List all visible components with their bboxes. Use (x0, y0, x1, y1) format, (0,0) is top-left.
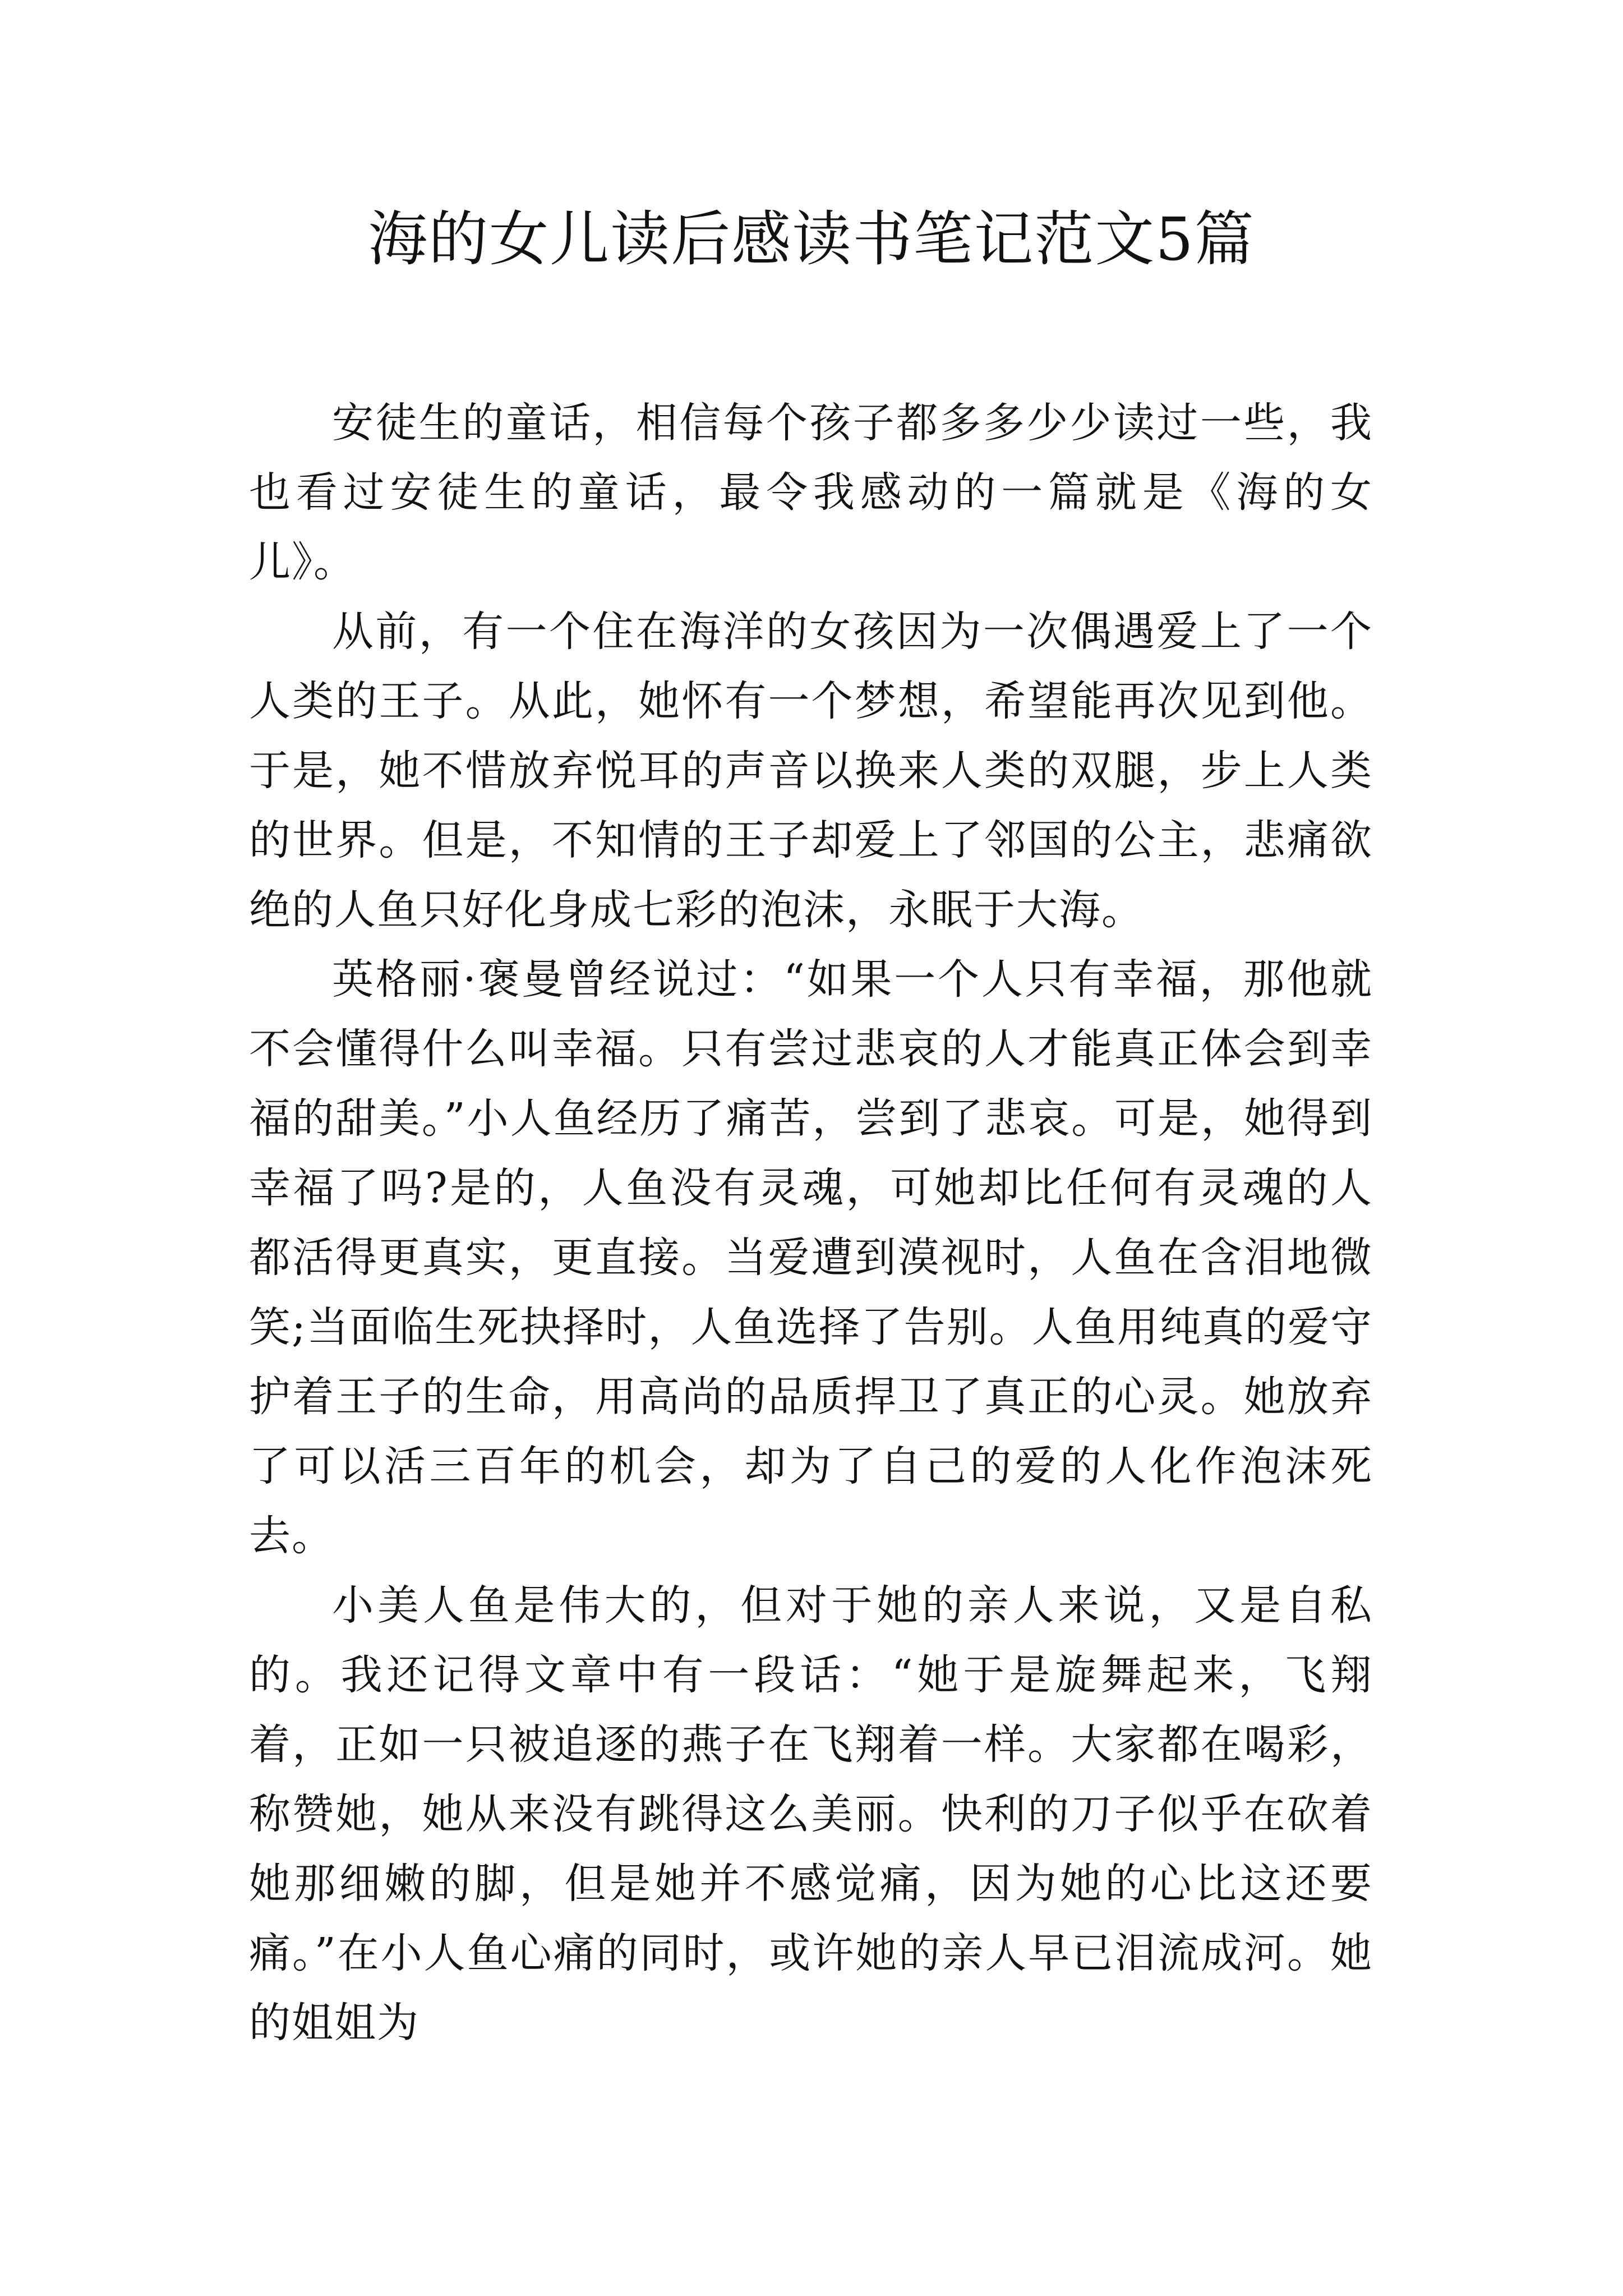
document-body (249, 388, 1373, 2058)
paragraph: 安徒生的童话，相信每个孩子都多多少少读过一些，我也看过安徒生的童话，最令我感动的一篇就是《海的女儿》。 (249, 399, 1373, 586)
paragraph: 从前，有一个住在海洋的女孩因为一次偶遇爱上了一个人类的王子。从此，她怀有一个梦想，希望能再次见到他。于是，她不惜放弃悦耳的声音以换来人类的双腿，步上人类的世界。但是，不知情的王子却爱上了邻国的公主，悲痛欲绝的人鱼只好化身成七彩的泡沫，永眠于大海。 (249, 608, 1373, 934)
paragraph: 英格丽·褒曼曾经说过：“如果一个人只有幸福，那他就不会懂得什么叫幸福。只有尝过悲哀的人才能真正体会到幸福的甜美。”小人鱼经历了痛苦，尝到了悲哀。可是，她得到幸福了吗?是的，人鱼没有灵魂，可她却比任何有灵魂的人都活得更真实，更直接。当爱遭到漠视时，人鱼在含泪地微笑;当面临生死抉择时，人鱼选择了告别。人鱼用纯真的爱守护着王子的生命，用高尚的品质捍卫了真正的心灵。她放弃了可以活三百年的机会，却为了自己的爱的人化作泡沫死去。 (249, 955, 1373, 1560)
document-title: 海的女儿读后感读书笔记范文5篇 (368, 205, 1255, 274)
paragraph: 小美人鱼是伟大的，但对于她的亲人来说，又是自私的。我还记得文章中有一段话：“她于是旋舞起来，飞翔着，正如一只被追逐的燕子在飞翔着一样。大家都在喝彩，称赞她，她从来没有跳得这么美丽。快利的刀子似乎在砍着她那细嫩的脚，但是她并不感觉痛，因为她的心比这还要痛。”在小人鱼心痛的同时，或许她的亲人早已泪流成河。她的姐姐为 (249, 1581, 1373, 2047)
